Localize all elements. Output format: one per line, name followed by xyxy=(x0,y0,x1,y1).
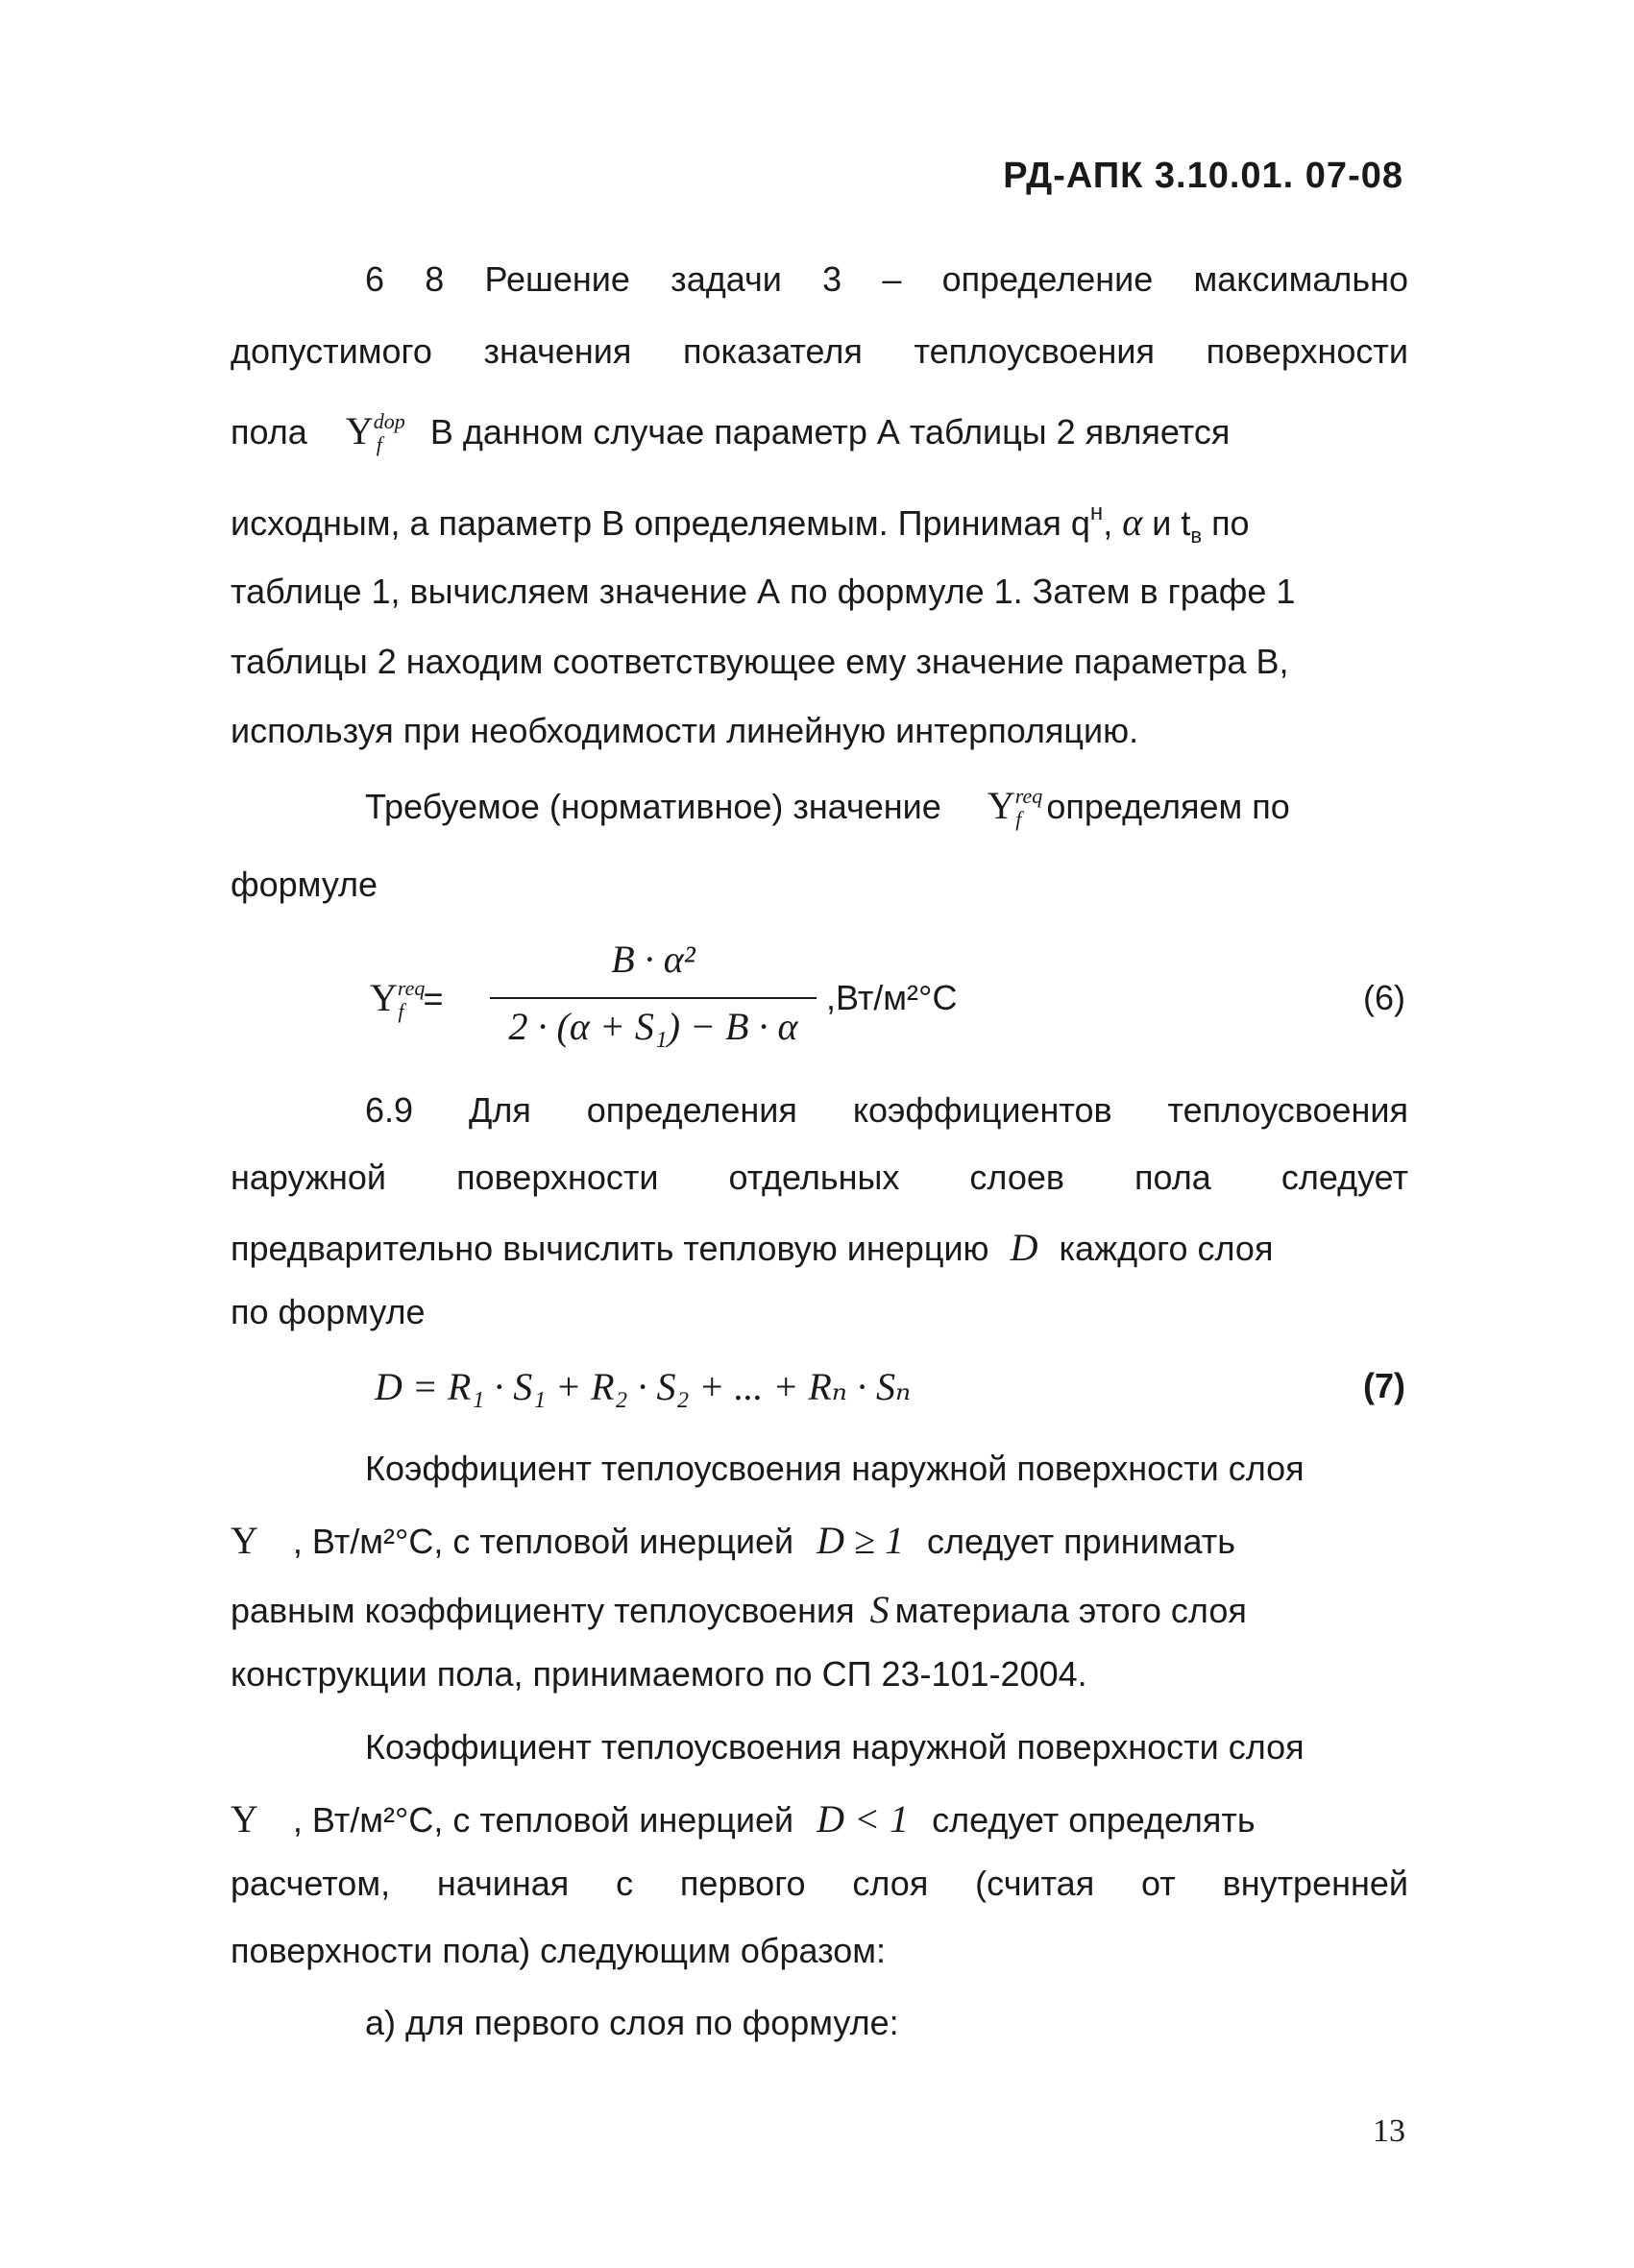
section-6-8-line-7: используя при необходимости линейную интерполяцию. xyxy=(231,711,1139,750)
document-code-header: РД-АПК 3.10.01. 07-08 xyxy=(1003,156,1403,196)
formula-6-number: (6) xyxy=(1363,978,1405,1017)
formula-7-expression: D = R₁ · S₁ + R₂ · S₂ + ... + Rₙ · Sₙ xyxy=(375,1365,912,1408)
page-number: 13 xyxy=(1373,2113,1405,2149)
text-and: и xyxy=(1152,503,1172,543)
text-take: следует принимать xyxy=(927,1522,1236,1561)
text-unit-ge1: , Вт/м²°С, с тепловой инерцией xyxy=(292,1522,794,1561)
subscript-v: в xyxy=(1190,524,1203,548)
section-6-9-line-4: по формуле xyxy=(231,1292,426,1331)
symbol-t: t xyxy=(1181,503,1191,543)
condition-lt1: D < 1 xyxy=(817,1797,910,1841)
text-each-layer: каждого слоя xyxy=(1059,1229,1274,1268)
section-6-8-line-5: таблице 1, вычисляем значение А по формуле 1. Затем в графе 1 xyxy=(231,572,1296,611)
text-determine: следует определять xyxy=(932,1800,1256,1840)
para-ge1-line-3 xyxy=(231,1587,1408,1632)
symbol-Y-ge1: Y xyxy=(231,1519,258,1562)
para-lt1-line-1: Коэффициент теплоусвоения наружной поверхности слоя xyxy=(365,1727,1305,1767)
section-6-9-line-1: 6.9 Для определения коэффициентов теплоусвоения xyxy=(365,1090,1408,1130)
text-preliminary: предварительно вычислить тепловую инерцию xyxy=(231,1229,989,1268)
formula-7-number: (7) xyxy=(1363,1366,1405,1405)
text-line3-rest: В данном случае параметр А таблицы 2 является xyxy=(429,412,1231,451)
symbol-Y-dop: Y xyxy=(345,409,374,452)
para-ge1-line-4: конструкции пола, принимаемого по СП 23-101-2004. xyxy=(231,1654,1087,1694)
symbol-Y-req: Y xyxy=(987,784,1015,827)
section-6-8-line-1: 6 8 Решение задачи 3 – определение максимально xyxy=(365,259,1408,299)
formula-6-fraction-bar xyxy=(490,997,817,999)
formula-6-sup: req xyxy=(397,976,426,1000)
text-determine-by: определяем по xyxy=(1046,787,1290,826)
subscript-f: f xyxy=(376,432,382,456)
formula-6-Y: Y xyxy=(370,976,398,1019)
text-required: Требуемое (нормативное) значение xyxy=(365,787,941,826)
section-6-9-line-3 xyxy=(231,1225,1408,1270)
superscript-req: req xyxy=(1014,784,1043,808)
section-6-8-line-2: допустимого значения показателя теплоусвоения поверхности xyxy=(231,331,1408,371)
para-lt1-line-4: поверхности пола) следующим образом: xyxy=(231,1931,886,1970)
text-unit-lt1: , Вт/м²°С, с тепловой инерцией xyxy=(292,1800,794,1840)
symbol-alpha: α xyxy=(1122,500,1143,544)
text-po: по xyxy=(1211,503,1250,543)
required-line-2: формуле xyxy=(231,865,378,904)
section-6-9-line-2: наружной поверхности отдельных слоев пола следует xyxy=(231,1158,1408,1197)
formula-6-equals: = xyxy=(423,979,444,1018)
superscript-n: н xyxy=(1089,500,1104,525)
text-material-layer: материала этого слоя xyxy=(894,1591,1247,1630)
required-line-1 xyxy=(365,783,1543,832)
para-ge1-line-2 xyxy=(231,1518,1408,1563)
symbol-D: D xyxy=(1010,1226,1038,1269)
para-lt1-line-2 xyxy=(231,1796,1408,1841)
section-6-8-line-6: таблицы 2 находим соответствующее ему значение параметра В, xyxy=(231,642,1289,681)
formula-6-numerator: B · α² xyxy=(611,938,695,981)
text-equal-coef: равным коэффициенту теплоусвоения xyxy=(231,1591,855,1630)
symbol-Y-lt1: Y xyxy=(231,1797,258,1841)
section-6-8-line-3 xyxy=(231,408,1408,457)
item-a: а) для первого слоя по формуле: xyxy=(365,2003,899,2042)
superscript-dop: dop xyxy=(373,409,405,433)
formula-6-denominator: 2 · (α + S₁) − B · α xyxy=(508,1005,798,1048)
section-6-8-line-4: исходным, а параметр В определяемым. Принимая $q^н$, α и $t_в$ по xyxy=(231,500,1250,548)
symbol-S: S xyxy=(869,1588,890,1631)
condition-ge1: D ≥ 1 xyxy=(817,1519,905,1562)
text-line4-start: исходным, а параметр В определяемым. Принимая q xyxy=(231,503,1090,543)
subscript-f-req: f xyxy=(1015,807,1022,831)
para-lt1-line-3: расчетом, начиная с первого слоя (считая от внутренней xyxy=(231,1864,1408,1903)
formula-6-sub: f xyxy=(398,999,404,1023)
formula-6-unit: ,Вт/м²°С xyxy=(826,978,958,1017)
text-pola: пола xyxy=(231,412,307,451)
para-ge1-line-1: Коэффициент теплоусвоения наружной поверхности слоя xyxy=(365,1449,1305,1488)
